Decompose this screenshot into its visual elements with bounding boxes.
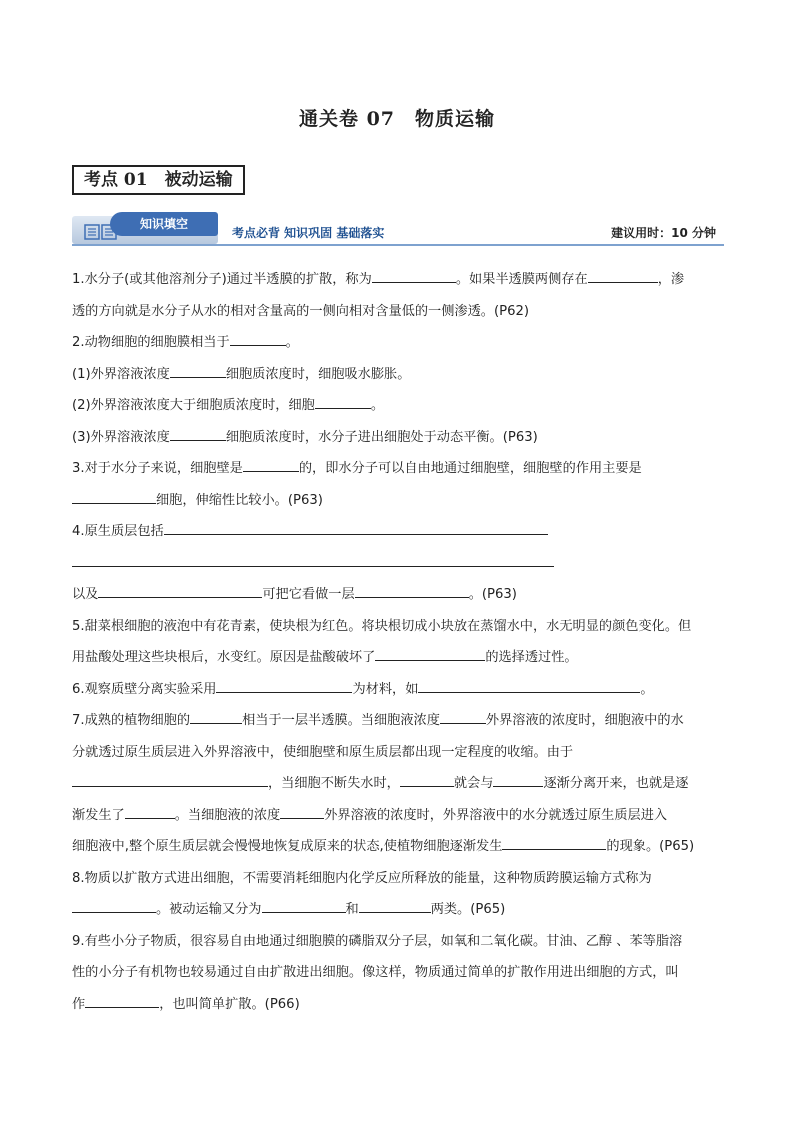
answer-blank[interactable] (164, 519, 548, 535)
question-line (72, 989, 722, 1021)
question-text: 两类。(P65) (430, 902, 506, 917)
question-text: 细胞，伸缩性比较小。(P63) (156, 492, 323, 508)
question-text: 的现象。(P65) (606, 839, 695, 854)
answer-blank[interactable] (375, 645, 485, 661)
question-text: 的选择透过性。 (485, 650, 578, 665)
question-line (72, 642, 722, 674)
question-text: 以及 (72, 587, 99, 602)
question-line (72, 548, 722, 580)
question-line (72, 674, 722, 706)
question-text: 渐发生了 (72, 807, 125, 823)
question-line (72, 453, 722, 485)
answer-blank[interactable] (125, 803, 175, 819)
answer-blank[interactable] (315, 393, 371, 409)
page-title: 通关卷 07 物质运输 (298, 108, 496, 130)
question-line (72, 327, 722, 359)
question-line (72, 264, 722, 296)
answer-blank[interactable] (216, 677, 352, 693)
answer-blank[interactable] (85, 992, 159, 1008)
question-text: 和 (345, 902, 359, 917)
answer-blank[interactable] (190, 708, 242, 724)
answer-blank[interactable] (280, 803, 324, 819)
question-text: 。(P63) (468, 587, 517, 602)
answer-blank[interactable] (588, 267, 658, 283)
answer-blank[interactable] (243, 456, 299, 472)
answer-blank[interactable] (230, 330, 286, 346)
question-text: 。 (370, 398, 385, 413)
suggested-time: 建议用时：10 分钟 (611, 226, 716, 240)
question-text: 就会与 (453, 776, 494, 791)
answer-blank[interactable] (372, 267, 456, 283)
question-text: 性的小分子有机物也较易通过自由扩散进出细胞。像这样，物质通过简单的扩散作用进出细胞的方式，叫 (72, 965, 679, 980)
answer-blank[interactable] (493, 771, 543, 787)
section-banner (72, 212, 724, 246)
question-line (72, 768, 722, 800)
question-text: (1)外界溶液浓度 (72, 366, 170, 382)
answer-blank[interactable] (170, 425, 226, 441)
answer-blank[interactable] (418, 677, 640, 693)
question-line (72, 926, 722, 958)
answer-blank[interactable] (72, 551, 554, 567)
answer-blank[interactable] (170, 362, 226, 378)
question-text: 。 (285, 335, 299, 350)
answer-blank[interactable] (98, 582, 262, 598)
answer-blank[interactable] (359, 897, 431, 913)
question-text: (3)外界溶液浓度 (72, 429, 170, 445)
answer-blank[interactable] (72, 488, 156, 504)
question-text: ，当细胞不断失水时， (268, 776, 400, 791)
question-line (72, 359, 722, 391)
question-line (72, 737, 722, 769)
question-line (72, 516, 722, 548)
answer-blank[interactable] (400, 771, 454, 787)
question-list (72, 264, 722, 1020)
question-text: ，渗 (657, 272, 685, 287)
question-text: 6.观察质壁分离实验采用 (72, 681, 217, 697)
question-line (72, 611, 722, 643)
answer-blank[interactable] (262, 897, 346, 913)
question-line (72, 863, 722, 895)
banner-divider (72, 244, 724, 246)
question-line (72, 485, 722, 517)
question-line (72, 831, 722, 863)
answer-blank[interactable] (502, 834, 606, 850)
question-text: 。当细胞液的浓度 (174, 807, 281, 823)
question-text: 7.成熟的植物细胞的 (72, 713, 191, 728)
question-line (72, 390, 722, 422)
question-text: 用盐酸处理这些块根后，水变红。原因是盐酸破坏了 (72, 650, 376, 665)
answer-blank[interactable] (72, 897, 156, 913)
question-line (72, 296, 722, 328)
answer-blank[interactable] (355, 582, 469, 598)
question-text: 2.动物细胞的细胞膜相当于 (72, 335, 230, 350)
banner-tab-label: 知识填空 (110, 212, 218, 236)
question-text: 。被动运输又分为 (156, 902, 262, 917)
question-text: 作 (72, 996, 86, 1012)
question-text: 4.原生质层包括 (72, 524, 164, 539)
question-text: 外界溶液的浓度时，细胞液中的水 (485, 713, 684, 728)
question-text: 相当于一层半透膜。当细胞液浓度 (242, 713, 440, 728)
question-text: ，也叫简单扩散。(P66) (159, 996, 300, 1012)
question-text: 透的方向就是水分子从水的相对含量高的一侧向相对含量低的一侧渗透。(P62) (72, 303, 530, 319)
question-text: 细胞质浓度时，细胞吸水膨胀。 (225, 366, 411, 382)
question-text: 8.物质以扩散方式进出细胞，不需要消耗细胞内化学反应所释放的能量，这种物质跨膜运输方式称为 (72, 870, 652, 886)
question-text: (2)外界溶液浓度大于细胞质浓度时，细胞 (72, 398, 315, 413)
question-text: 3.对于水分子来说，细胞壁是 (72, 461, 243, 476)
question-text: 逐渐分离开来，也就是逐 (543, 776, 689, 791)
question-text: 分就透过原生质层进入外界溶液中，使细胞壁和原生质层都出现一定程度的收缩。由于 (72, 744, 574, 760)
question-text: 。 (640, 681, 654, 697)
question-line (72, 579, 722, 611)
question-text: 外界溶液的浓度时，外界溶液中的水分就透过原生质层进入 (324, 807, 668, 823)
question-text: 为材料，如 (352, 681, 419, 697)
answer-blank[interactable] (72, 771, 268, 787)
question-text: 可把它看做一层 (262, 587, 355, 602)
banner-subtitle: 考点必背 知识巩固 基础落实 (232, 226, 385, 240)
question-line (72, 894, 722, 926)
answer-blank[interactable] (440, 708, 486, 724)
question-text: 1.水分子(或其他溶剂分子)通过半透膜的扩散，称为 (72, 272, 372, 287)
question-text: 细胞质浓度时，水分子进出细胞处于动态平衡。(P63) (225, 429, 538, 445)
question-line (72, 800, 722, 832)
question-line (72, 422, 722, 454)
question-text: 。如果半透膜两侧存在 (455, 272, 588, 287)
question-text: 9.有些小分子物质，很容易自由地通过细胞膜的磷脂双分子层，如氧和二氧化碳。甘油、乙醇 、苯等脂溶 (72, 933, 683, 949)
question-text: 的，即水分子可以自由地通过细胞壁，细胞壁的作用主要是 (298, 461, 642, 476)
section-heading: 考点 01 被动运输 (72, 165, 245, 195)
question-text: 5.甜菜根细胞的液泡中有花青素，使块根为红色。将块根切成小块放在蒸馏水中，水无明显的颜色变化。但 (72, 618, 692, 634)
question-line (72, 957, 722, 989)
question-text: 细胞液中,整个原生质层就会慢慢地恢复成原来的状态,使植物细胞逐渐发生 (72, 839, 503, 854)
question-line (72, 705, 722, 737)
